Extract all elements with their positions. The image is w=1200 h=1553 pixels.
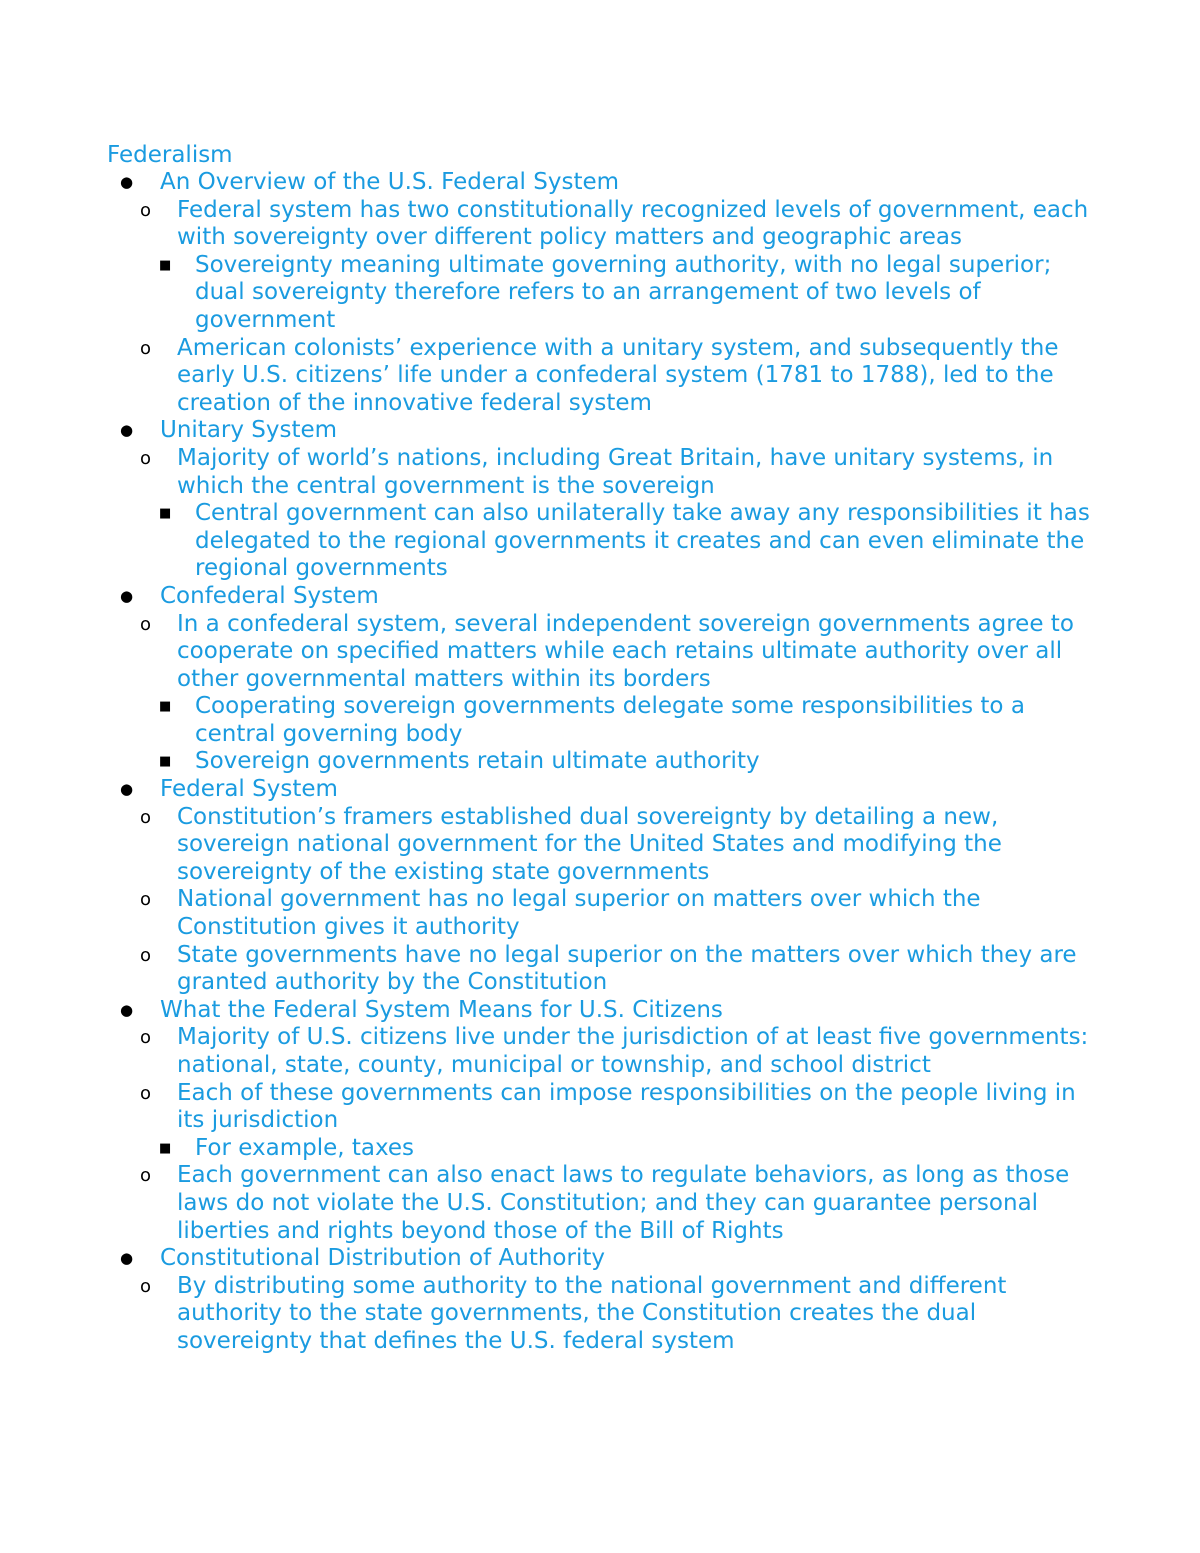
circle-bullet-icon: o: [140, 944, 152, 966]
bullet-icon: ●: [120, 421, 134, 440]
subpoint-text: Central government can also unilaterally take away any responsibilities it has delegated to the regional governments it creates and can even eliminate the regional governments: [195, 500, 1090, 582]
circle-bullet-icon: o: [140, 337, 152, 359]
square-bullet-icon: ■: [159, 699, 172, 715]
subpoint-item: [159, 1134, 1100, 1163]
subpoint-text: Cooperating sovereign governments delegate some responsibilities to a central governing body: [195, 693, 1025, 747]
circle-bullet-icon: o: [140, 889, 152, 911]
subpoint-text: Sovereignty meaning ultimate governing authority, with no legal superior; dual sovereignty therefore refers to an arrangement of two levels of government: [195, 251, 1052, 333]
bullet-icon: ●: [120, 780, 134, 799]
point-text: State governments have no legal superior on the matters over which they are granted authority by the Constitution: [177, 941, 1077, 996]
square-bullet-icon: ■: [159, 754, 172, 770]
subpoint-item: [159, 251, 1100, 335]
point-list: [140, 610, 1100, 777]
subpoint-list: [159, 693, 1100, 776]
subpoint-item: [159, 748, 1100, 776]
subpoint-text: For example, taxes: [195, 1134, 415, 1161]
point-text: In a confederal system, several independent sovereign governments agree to cooperate on specified matters while each retains ultimate authority over all other governmental matters within its borders: [177, 610, 1074, 692]
point-item: [140, 334, 1100, 418]
section-item: [120, 169, 1100, 417]
point-item: [140, 941, 1100, 997]
point-item: [140, 886, 1100, 941]
subpoint-item: [159, 693, 1100, 748]
section-heading: An Overview of the U.S. Federal System: [160, 169, 620, 195]
circle-bullet-icon: o: [140, 1027, 152, 1049]
square-bullet-icon: ■: [159, 1140, 172, 1156]
point-text: National government has no legal superior on matters over which the Constitution gives it authority: [177, 886, 981, 941]
point-text: Federal system has two constitutionally recognized levels of government, each with sovereignty over different policy matters and geographic areas: [177, 196, 1089, 251]
point-text: Constitution’s framers established dual sovereignty by detailing a new, sovereign national government for the United States and modifying the sovereignty of the existing state governments: [177, 803, 1002, 885]
point-text: Each government can also enact laws to regulate behaviors, as long as those laws do not violate the U.S. Constitution; and they can guarantee personal liberties and rights beyond those of the Bill of Rights: [177, 1162, 1070, 1244]
point-item: [140, 1162, 1100, 1245]
bullet-icon: ●: [120, 1249, 134, 1268]
point-text: American colonists’ experience with a unitary system, and subsequently the early U.S. citizens’ life under a confederal system (1781 to 1788), led to the creation of the innovative federal system: [177, 334, 1059, 416]
circle-bullet-icon: o: [140, 199, 152, 221]
point-list: [140, 444, 1100, 583]
section-heading: What the Federal System Means for U.S. Citizens: [160, 996, 723, 1023]
point-list: [140, 803, 1100, 997]
point-item: [140, 1272, 1100, 1356]
section-heading: Confederal System: [160, 582, 379, 609]
section-heading: Federal System: [160, 776, 338, 803]
point-item: [140, 1079, 1100, 1163]
point-text: Majority of U.S. citizens live under the jurisdiction of at least five governments: national, state, county, municipal or township, and school district: [177, 1024, 1089, 1078]
point-item: [140, 610, 1100, 777]
circle-bullet-icon: o: [140, 806, 152, 828]
subpoint-item: [159, 500, 1100, 583]
square-bullet-icon: ■: [159, 257, 172, 273]
point-text: Majority of world’s nations, including Great Britain, have unitary systems, in which the central government is the sovereign: [177, 444, 1054, 499]
subpoint-list: [159, 251, 1100, 335]
outline-list: [120, 169, 1100, 1356]
point-list: [140, 196, 1100, 418]
bullet-icon: ●: [120, 1000, 134, 1019]
circle-bullet-icon: o: [140, 1165, 152, 1187]
subpoint-text: Sovereign governments retain ultimate authority: [195, 748, 760, 775]
point-item: [140, 1024, 1100, 1079]
subpoint-list: [159, 1134, 1100, 1163]
circle-bullet-icon: o: [140, 613, 152, 635]
section-item: [120, 582, 1100, 776]
point-text: Each of these governments can impose responsibilities on the people living in its jurisdiction: [177, 1079, 1076, 1134]
section-item: [120, 417, 1100, 583]
section-heading: Constitutional Distribution of Authority: [160, 1245, 605, 1272]
point-list: [140, 1272, 1100, 1356]
point-text: By distributing some authority to the national government and different authority to the state governments, the Constitution creates the dual sovereignty that defines the U.S. federal system: [177, 1272, 1007, 1354]
section-item: [120, 996, 1100, 1245]
bullet-icon: ●: [120, 586, 134, 605]
section-item: [120, 1245, 1100, 1355]
point-list: [140, 1024, 1100, 1245]
point-item: [140, 444, 1100, 583]
square-bullet-icon: ■: [159, 506, 172, 522]
point-item: [140, 196, 1100, 335]
circle-bullet-icon: o: [140, 1275, 152, 1297]
subpoint-list: [159, 500, 1100, 583]
circle-bullet-icon: o: [140, 447, 152, 469]
bullet-icon: ●: [120, 173, 134, 191]
document-title: Federalism: [107, 142, 233, 168]
point-item: [140, 803, 1100, 887]
circle-bullet-icon: o: [140, 1082, 152, 1104]
section-heading: Unitary System: [160, 417, 338, 444]
section-item: [120, 776, 1100, 997]
